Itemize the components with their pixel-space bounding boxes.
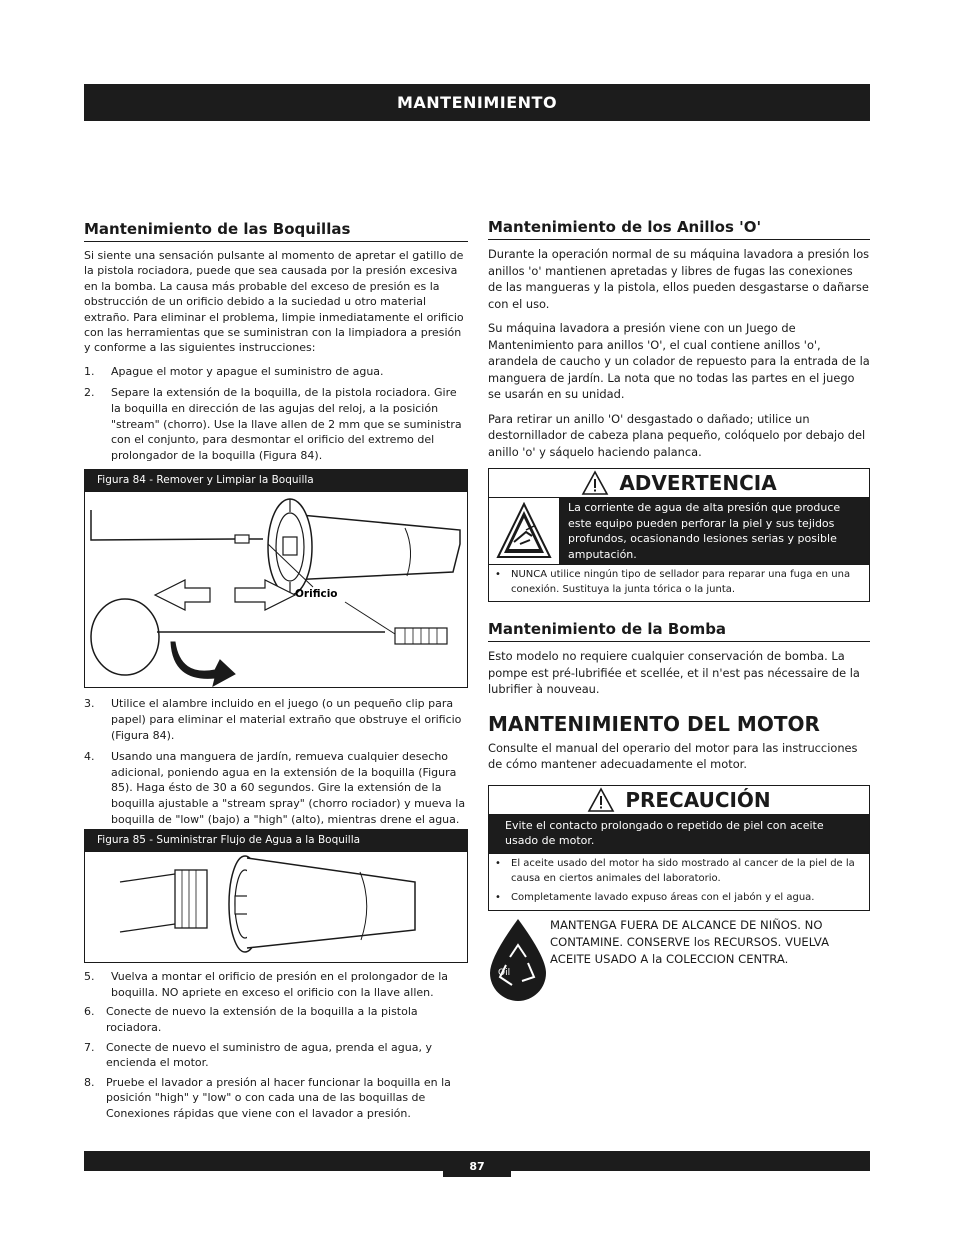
orings-paragraph-1: Durante la operación normal de su máquina lavadora a presión los anillos 'o' mantienen apretadas y libres de fugas las conexiones de las mangueras y la pistola, ellos pueden desgastarse o dañarse con el uso. (488, 247, 870, 311)
nozzle-intro: Si siente una sensación pulsante al momento de apretar el gatillo de la pistola rociadora, puede que sea causada por la presión excesiva en la bomba. La causa más probable del exceso de presión es la obstrucción de un orificio debido a la suciedad u otro material extraño. Para eliminar el problema, limpie inmediatamente el orificio con las herramientas que se suministran con la limpiadora a presión y conforme a las siguientes instrucciones: (84, 249, 464, 355)
recycle-notice (488, 917, 870, 1003)
page-number: 87 (443, 1151, 511, 1177)
warning-title: ADVERTENCIA (619, 471, 777, 495)
oil-label: Oil (498, 967, 511, 978)
list-item: 8. Pruebe el lavador a presión al hacer funcionar la boquilla en la posición "high" y "low" o con cada una de las boquillas de Conexiones rápidas que viene con el lavador a presión. (84, 1075, 451, 1120)
caution-bullets: • El aceite usado del motor ha sido mostrado al cancer de la piel de la causa en ciertos animales del laboratorio. • Completamente lavado expuso áreas con el jabón y el agua. (489, 853, 869, 910)
nozzle-heading: Mantenimiento de las Boquillas (84, 220, 468, 242)
warning-box (488, 468, 870, 602)
motor-text: Consulte el manual del operario del motor para las instrucciones de cómo mantener adecuadamente el motor. (488, 740, 858, 772)
orings-paragraph-2: Su máquina lavadora a presión viene con un Juego de Mantenimiento para anillos 'O', el cual contiene anillos 'o', arandela de caucho y un colador de repuesto para la entrada de la manguera de jardín. La nota que no todas las partes en el juego se usarán en su unidad. (488, 321, 870, 401)
figure-85 (84, 829, 468, 963)
list-item: 7. Conecte de nuevo el suministro de agua, prenda el agua, y encienda el motor. (84, 1040, 432, 1070)
warning-text: La corriente de agua de alta presión que produce este equipo pueden perforar la piel y sus tejidos profundos, ocasionando lesiones serias y posible amputación. (560, 498, 869, 564)
warning-body (489, 497, 869, 564)
figure-84-caption: Figura 84 - Remover y Limpiar la Boquilla (84, 469, 468, 491)
right-column (488, 218, 870, 1003)
recycle-text: MANTENGA FUERA DE ALCANCE DE NIÑOS. NO CONTAMINE. CONSERVE los RECURSOS. VUELVA ACEITE USADO A la COLECCION CENTRA. (550, 917, 830, 966)
list-item: 4. Usando una manguera de jardín, remueva cualquier desecho adicional, poniendo agua en la extensión de la boquilla (Figura 85). Haga ésto de 30 a 60 segundos. Gire la extensión de la boquilla ajustable a "stream spray" (chorro rociador) y mueva la boquilla de "low" (bajo) a "high" (alto), mientras drene el agua. (84, 750, 466, 826)
steps-list-b (84, 696, 468, 827)
figure-85-illustration (84, 851, 468, 963)
hose-flush-illustration (85, 852, 467, 962)
figure-85-caption: Figura 85 - Suministrar Flujo de Agua a la Boquilla (84, 829, 468, 851)
orings-heading: Mantenimiento de los Anillos 'O' (488, 218, 870, 240)
steps-list-a (84, 364, 468, 464)
nozzle-cleaning-illustration (85, 492, 467, 687)
list-item: 5. Vuelva a montar el orificio de presión en el prolongador de la boquilla. NO apriete en exceso el orificio con la llave allen. (84, 970, 449, 999)
figure-84-illustration (84, 491, 468, 688)
caution-triangle-icon (587, 787, 615, 813)
section-header: MANTENIMIENTO (84, 84, 870, 121)
list-item: 6. Conecte de nuevo la extensión de la boquilla a la pistola rociadora. (84, 1005, 418, 1034)
steps-list-c (84, 969, 468, 1121)
motor-heading: MANTENIMIENTO DEL MOTOR (488, 711, 820, 736)
caution-box (488, 785, 870, 911)
pump-heading: Mantenimiento de la Bomba (488, 620, 870, 642)
caution-text: Evite el contacto prolongado o repetido de piel con aceite usado de motor. (489, 814, 869, 853)
injection-hazard-icon (489, 498, 560, 564)
list-item: 1. Apague el motor y apague el suministro de agua. (84, 364, 384, 378)
orifice-label: Orificio (295, 588, 338, 601)
list-item: 2. Separe la extensión de la boquilla, de la pistola rociadora. Gire la boquilla en dirección de las agujas del reloj, a la posición "stream" (chorro). Use la llave allen de 2 mm que se suministra con el conjunto, para desmontar el orificio del extremo del prolongador de la boquilla (Figura 84). (84, 386, 462, 462)
caution-header (489, 786, 869, 814)
figure-84 (84, 469, 468, 688)
orings-paragraph-3: Para retirar un anillo 'O' desgastado o dañado; utilice un destornillador de cabeza plana pequeño, colóquelo por debajo del anillo 'o' y sáquelo haciendo palanca. (488, 411, 866, 459)
list-item: 3. Utilice el alambre incluido en el juego (o un pequeño clip para papel) para eliminar el material extraño que obstruye el orificio (Figura 84). (84, 697, 462, 742)
nozzle-section (84, 220, 468, 1128)
pump-text: Esto modelo no requiere cualquier conservación de bomba. La pompe est pré-lubrifiée et scellée, et il n'est pas nécessaire de la lubrifier à nouveau. (488, 649, 860, 697)
warning-header (489, 469, 869, 497)
warning-triangle-icon (581, 470, 609, 496)
oil-recycle-drop-icon (488, 917, 548, 1003)
warning-bullet: • NUNCA utilice ningún tipo de sellador para reparar una fuga en una conexión. Sustituya la junta tórica o la junta. (489, 564, 869, 601)
caution-title: PRECAUCIÓN (625, 787, 771, 812)
